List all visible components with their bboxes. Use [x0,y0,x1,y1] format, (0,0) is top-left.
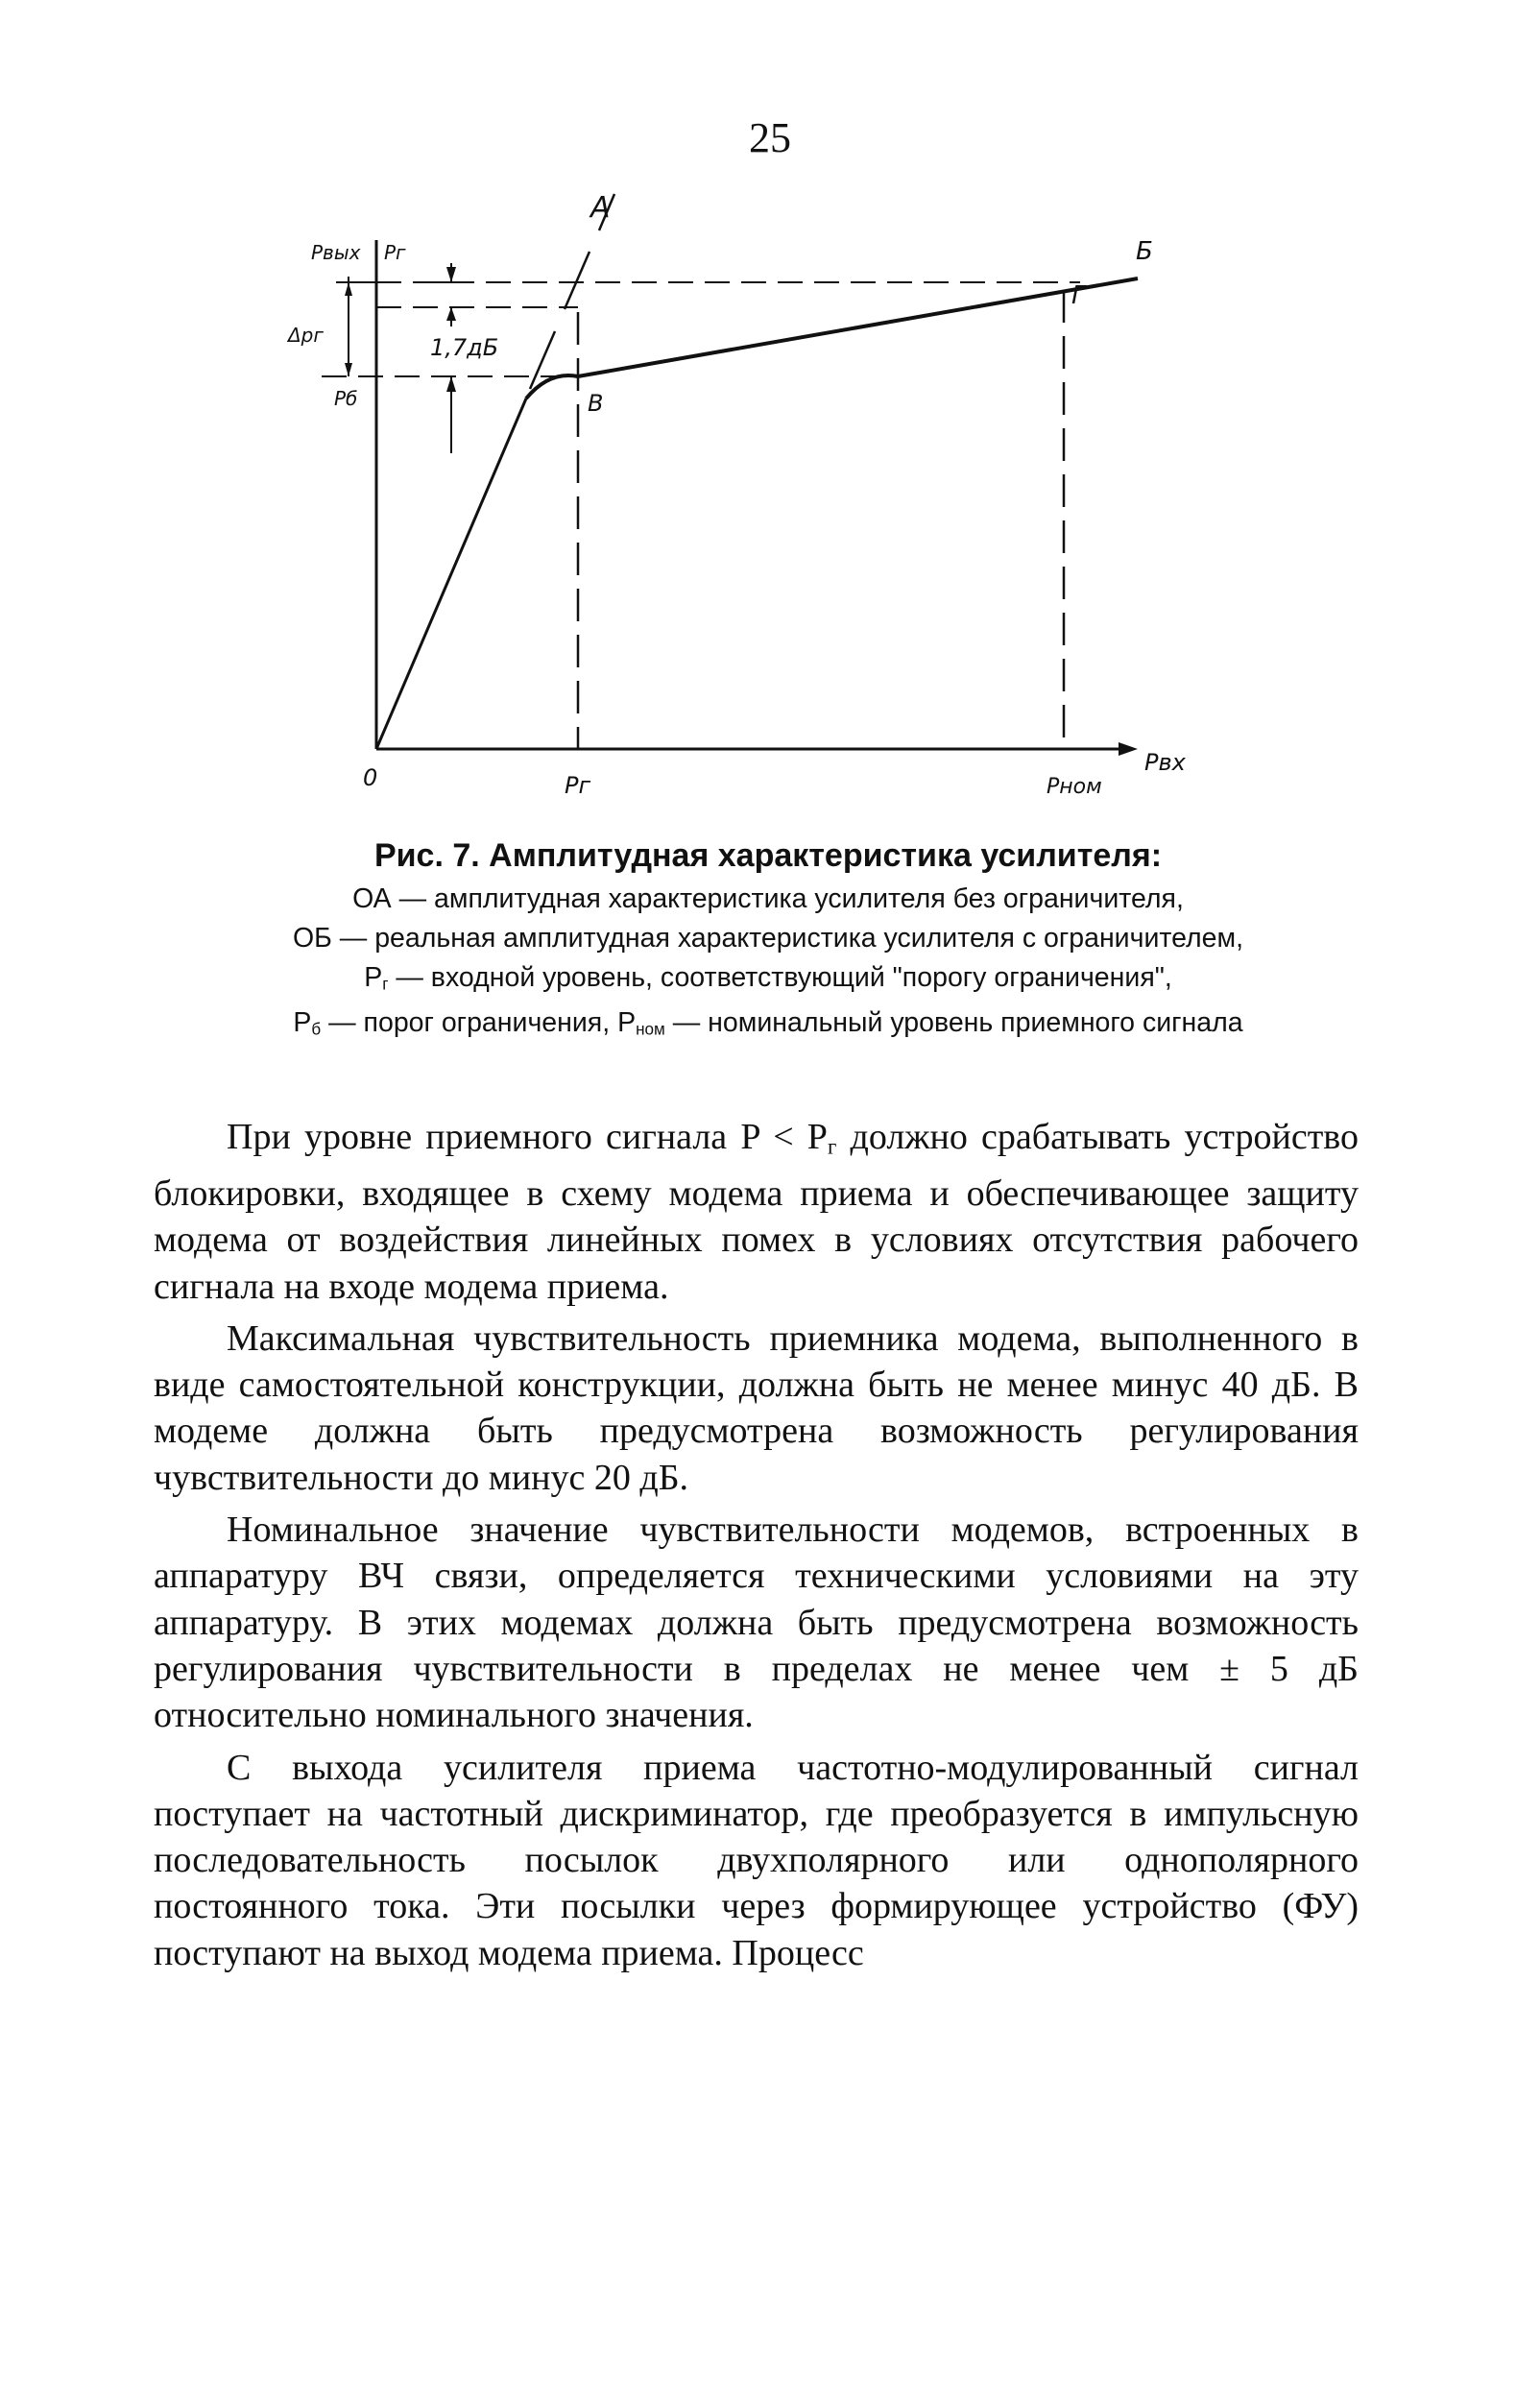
paragraph-1 [154,1114,1359,1310]
label-g: Г [1071,281,1086,310]
paragraph-3: Номинальное значение чувствительности модемов, встроенных в аппаратуру ВЧ связи, определяется техническими условиями на эту аппаратуру. В этих модемах должна быть предусмотрена возможность регулирования чувствительности в пределах не менее чем ± 5 дБ относительно номинального значения. [154,1510,1359,1736]
paragraph-1-rest: должно срабатывать устройство блокировки, входящее в схему модема приема и обеспечивающее защиту модема от воздействия линейных помех в условиях отсутствия рабочего сигнала на входе модема приема. [154,1117,1359,1307]
label-p-b: Pб [334,387,358,410]
caption-line-2: ОБ — реальная амплитудная характеристика усилителя с ограничителем, [293,923,1243,954]
db-arrow-low [446,376,456,392]
ob-curve [526,278,1138,399]
caption-line-3 [182,958,1354,1003]
paragraph-1-subscript: г [827,1134,837,1159]
figure-caption [182,834,1354,1050]
delta-arrow-down [345,363,352,376]
x-axis-arrow [1119,742,1138,756]
label-origin: 0 [363,764,378,791]
caption-title: Рис. 7. Амплитудная характеристика усилителя: [373,837,1163,874]
label-a: А [590,191,611,225]
caption-line-4-subscript: б [311,1020,322,1039]
caption-line-4-text-b: — номинальный уровень приемного сигнала [664,1007,1243,1039]
label-p-nom: Pном [1047,775,1102,799]
caption-line-1: ОА — амплитудная характеристика усилителя без ограничителя, [352,883,1184,914]
label-p-g-axis: Pг [565,772,591,799]
paragraph-4: С выхода усилителя приема частотно-модулированный сигнал поступает на частотный дискриминатор, где преобразуется в импульсную последовательность посылок двухполярного или однополярного постоянного тока. Эти посылки через формирующее устройство (ФУ) поступают на выход модема приема. Процесс [154,1747,1359,1973]
page-number: 25 [749,114,791,161]
label-1-7-db: 1,7дБ [430,334,499,361]
label-b: Б [1136,237,1153,266]
label-delta-pg: Δpг [288,324,324,347]
paragraph-2: Максимальная чувствительность приемника модема, выполненного в виде самостоятельной конструкции, должна быть не менее минус 40 дБ. В модеме должна быть предусмотрена возможность регулирования чувствительности до минус 20 дБ. [154,1317,1359,1498]
oa-line-dash-2 [565,252,590,309]
delta-arrow-up [345,282,352,296]
label-p-g-top: Pг [384,241,406,264]
caption-line-3-text: — входной уровень, соответствующий "порогу ограничения", [388,962,1172,993]
paragraph-1-start: При уровне приемного сигнала P < P [227,1117,828,1157]
label-p-vyh: Pвых [311,241,361,264]
caption-line-4-text-a: — порог ограничения, P [321,1007,637,1039]
caption-line-3-subscript: г [382,975,389,994]
caption-line-4-symbol: P [293,1007,312,1039]
caption-line-4-subscript-nom: ном [636,1020,665,1039]
amplitude-characteristic-figure [269,182,1287,835]
caption-line-4 [182,1003,1354,1049]
body-text [154,1114,1359,1982]
db-arrow-top [446,267,456,282]
db-arrow-mid [446,307,456,321]
caption-line-3-symbol: P [364,962,383,993]
label-v: В [588,390,604,417]
label-p-vh: Pвх [1144,749,1186,776]
